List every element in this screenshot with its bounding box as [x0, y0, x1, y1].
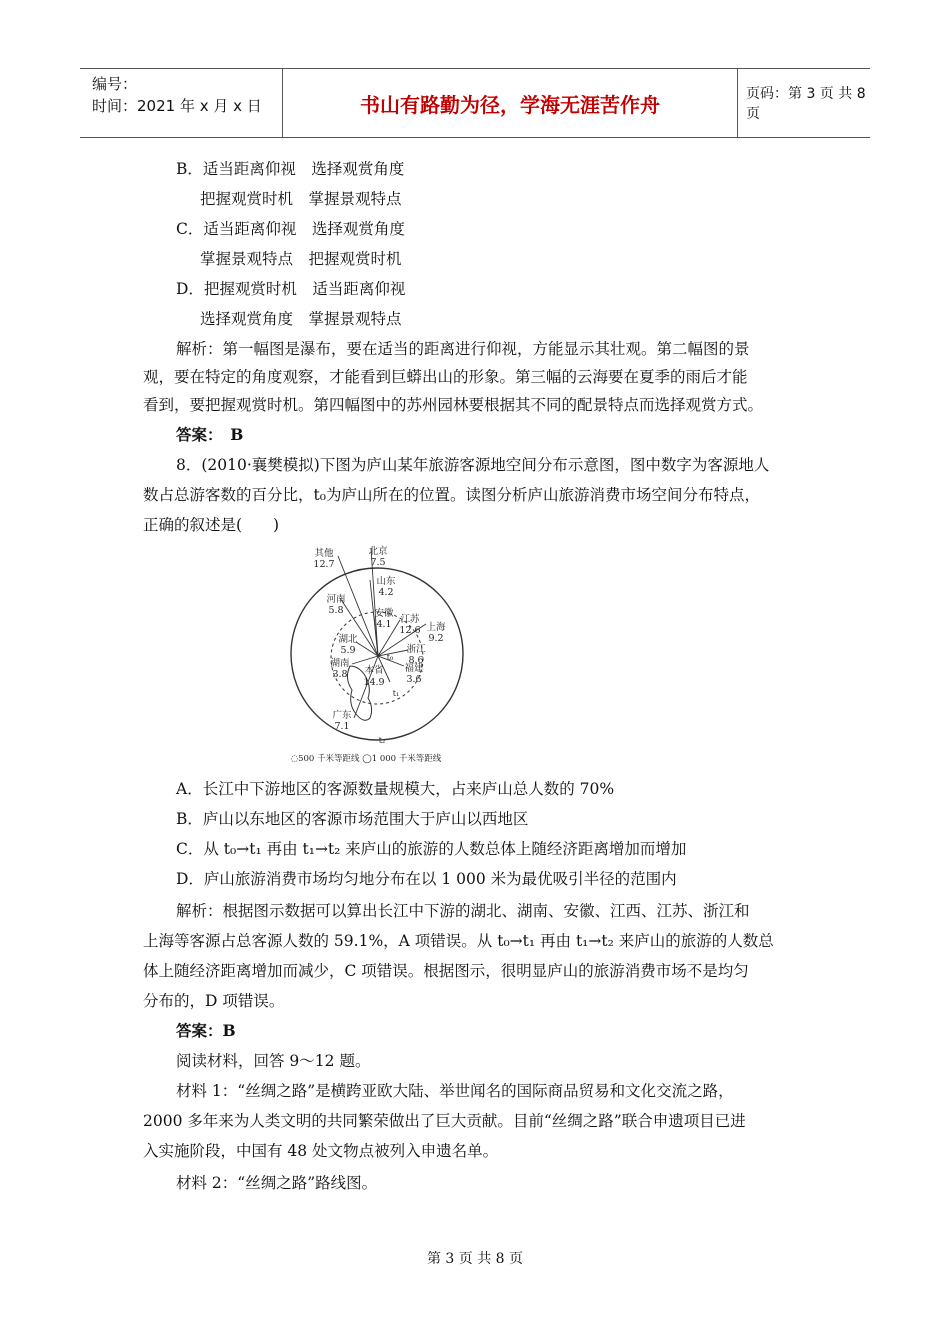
page-footer: 第 3 页 共 8 页	[426, 1251, 524, 1267]
q7-option-d-line1: D．把握观赏时机 适当距离仰视	[176, 280, 406, 298]
q7-option-d-line2: 选择观赏角度 掌握景观特点	[200, 310, 402, 328]
label-benshen: 本省	[364, 665, 384, 676]
label-fujian: 福建	[404, 663, 424, 674]
q7-option-c-line2: 掌握景观特点 把握观赏时机	[200, 250, 402, 268]
label-jiangsu: 江苏	[400, 614, 420, 625]
header-date: 时间：2021 年 x 月 x 日	[92, 97, 262, 115]
value-fujian: 3.6	[406, 674, 422, 685]
q8-analysis-line4: 分布的，D 项错误。	[143, 992, 285, 1010]
q8-option-c: C．从 t₀→t₁ 再由 t₁→t₂ 来庐山的旅游的人数总体上随经济距离增加而增加	[176, 840, 687, 858]
header-left-cell	[80, 69, 280, 137]
origin-diagram	[278, 538, 478, 768]
label-qita: 其他	[314, 548, 334, 559]
q8-option-b: B．庐山以东地区的客源市场范围大于庐山以西地区	[176, 810, 529, 828]
q8-option-d: D．庐山旅游消费市场均匀地分布在以 1 000 米为最优吸引半径的范围内	[176, 870, 677, 888]
q8-stem-line2: 数占总游客数的百分比，t₀为庐山所在的位置。读图分析庐山旅游消费市场空间分布特点，	[143, 486, 760, 504]
header-motto: 书山有路勤为径，学海无涯苦作舟	[282, 69, 738, 137]
label-guangdong: 广东	[332, 710, 352, 721]
material-1-line1: 材料 1：“丝绸之路”是横跨亚欧大陆、举世闻名的国际商品贸易和文化交流之路，	[176, 1082, 734, 1100]
page-header	[80, 68, 870, 138]
value-hunan: 3.8	[332, 669, 348, 680]
label-zhejiang: 浙江	[406, 644, 426, 655]
value-beijing: 7.5	[370, 557, 386, 568]
material-1-line2: 2000 多年来为人类文明的共同繁荣做出了巨大贡献。目前“丝绸之路”联合申遗项目已进	[143, 1112, 746, 1130]
material-intro: 阅读材料，回答 9～12 题。	[176, 1052, 371, 1070]
q8-answer: 答案：B	[176, 1021, 236, 1040]
value-shandong: 4.2	[378, 587, 394, 598]
label-t1: t₁	[392, 689, 400, 698]
q8-analysis-line2: 上海等客源占总客源人数的 59.1%，A 项错误。从 t₀→t₁ 再由 t₁→t₂ 来庐山的旅游的人数总	[143, 932, 774, 950]
label-hunan: 湖南	[330, 658, 350, 669]
label-hubei: 湖北	[338, 634, 358, 645]
label-henan: 河南	[326, 594, 346, 605]
header-number: 编号：	[92, 75, 138, 93]
value-qita: 12.7	[313, 559, 335, 570]
figure-legend: ◌500 千米等距线 ◯1 000 千米等距线	[290, 754, 442, 764]
value-hubei: 5.9	[340, 645, 356, 656]
q7-analysis-line3: 看到，要把握观赏时机。第四幅图中的苏州园林要根据其不同的配景特点而选择观赏方式。	[143, 396, 764, 414]
label-shandong: 山东	[376, 576, 396, 587]
value-henan: 5.8	[328, 605, 344, 616]
label-t0: t₀	[386, 653, 394, 662]
q7-option-b-line2: 把握观赏时机 掌握景观特点	[200, 190, 402, 208]
label-beijing: 北京	[368, 546, 388, 557]
value-anhui: 4.1	[376, 619, 392, 630]
value-benshen: 14.9	[363, 677, 385, 688]
value-zhejiang: 8.6	[408, 655, 424, 666]
q7-option-c-line1: C．适当距离仰视 选择观赏角度	[176, 220, 405, 238]
label-shanghai: 上海	[426, 622, 446, 633]
q7-option-b-line1: B．适当距离仰视 选择观赏角度	[176, 160, 405, 178]
header-page-info: 页码：第 3 页 共 8 页	[746, 86, 866, 122]
q8-analysis-line3: 体上随经济距离增加而减少，C 项错误。根据图示，很明显庐山的旅游消费市场不是均匀	[143, 962, 749, 980]
value-jiangsu: 12.6	[399, 625, 421, 636]
value-shanghai: 9.2	[428, 633, 444, 644]
label-t2: t₂	[378, 736, 386, 745]
q8-analysis-line1: 解析：根据图示数据可以算出长江中下游的湖北、湖南、安徽、江西、江苏、浙江和	[176, 902, 750, 920]
material-2: 材料 2：“丝绸之路”路线图。	[176, 1174, 378, 1192]
q7-analysis-line2: 观，要在特定的角度观察，才能看到巨蟒出山的形象。第三幅的云海要在夏季的雨后才能	[143, 368, 748, 386]
q7-analysis-line1: 解析：第一幅图是瀑布，要在适当的距离进行仰视，方能显示其壮观。第二幅图的景	[176, 340, 750, 358]
q7-answer: 答案： B	[176, 425, 244, 444]
material-1-line3: 入实施阶段，中国有 48 处文物点被列入申遗名单。	[143, 1142, 499, 1160]
q8-stem-line1: 8．(2010·襄樊模拟)下图为庐山某年旅游客源地空间分布示意图，图中数字为客源地人	[176, 456, 770, 474]
lushan-tourist-origin-figure	[278, 538, 478, 768]
q8-option-a: A．长江中下游地区的客源数量规模大，占来庐山总人数的 70%	[176, 780, 615, 798]
q8-stem-line3: 正确的叙述是( )	[143, 516, 280, 534]
value-guangdong: 7.1	[334, 721, 350, 732]
label-anhui: 安徽	[374, 608, 394, 619]
